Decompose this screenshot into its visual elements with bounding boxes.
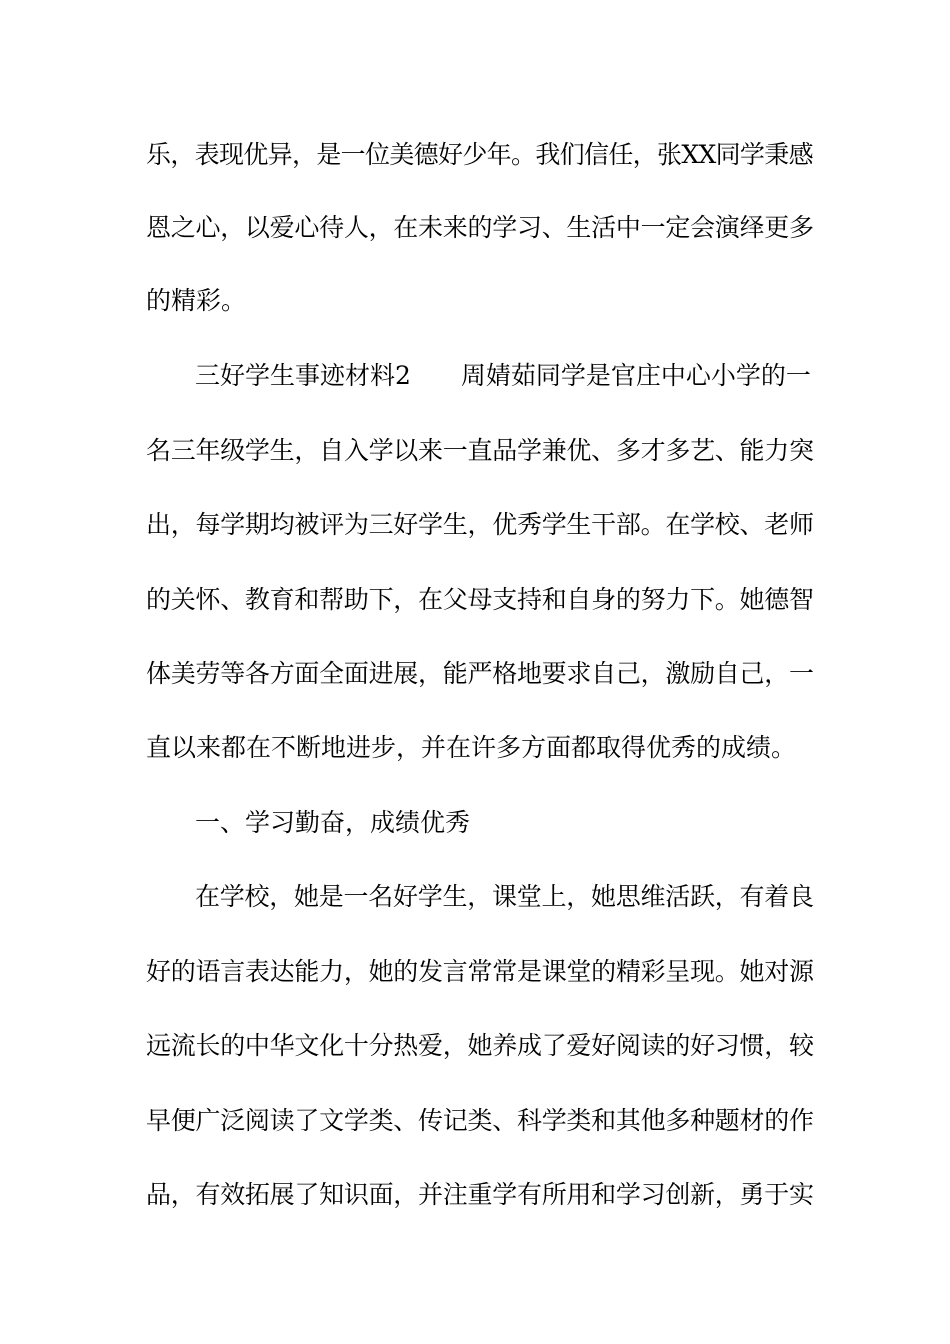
body-text-line: 的关怀、教育和帮助下，在父母支持和自身的努力下。她德智 <box>146 585 814 614</box>
body-text-line: 恩之心，以爱心待人，在未来的学习、生活中一定会演绎更多 <box>146 213 814 242</box>
section-heading-line: 三好学生事迹材料2 周婧茹同学是官庄中心小学的一 <box>195 361 811 390</box>
body-text-line: 远流长的中华文化十分热爱，她养成了爱好阅读的好习惯，较 <box>146 1031 814 1060</box>
body-text-line: 乐，表现优异，是一位美德好少年。我们信任，张XX同学秉感 <box>146 140 813 169</box>
body-text-line: 出，每学期均被评为三好学生，优秀学生干部。在学校、老师 <box>146 510 814 539</box>
body-text-line: 早便广泛阅读了文学类、传记类、科学类和其他多种题材的作 <box>146 1106 814 1135</box>
body-text-line: 品，有效拓展了知识面，并注重学有所用和学习创新，勇于实 <box>146 1180 814 1209</box>
body-text-line: 在学校，她是一名好学生，课堂上，她思维活跃，有着良 <box>195 882 814 911</box>
body-text-line: 的精彩。 <box>146 286 247 315</box>
body-text-line: 名三年级学生，自入学以来一直品学兼优、多才多艺、能力突 <box>146 436 814 465</box>
subheading-line: 一、学习勤奋，成绩优秀 <box>195 808 471 837</box>
body-text-line: 体美劳等各方面全面进展，能严格地要求自己，激励自己，一 <box>146 659 814 688</box>
body-text-line: 好的语言表达能力，她的发言常常是课堂的精彩呈现。她对源 <box>146 957 814 986</box>
body-text-line: 直以来都在不断地进步，并在许多方面都取得优秀的成绩。 <box>146 733 797 762</box>
